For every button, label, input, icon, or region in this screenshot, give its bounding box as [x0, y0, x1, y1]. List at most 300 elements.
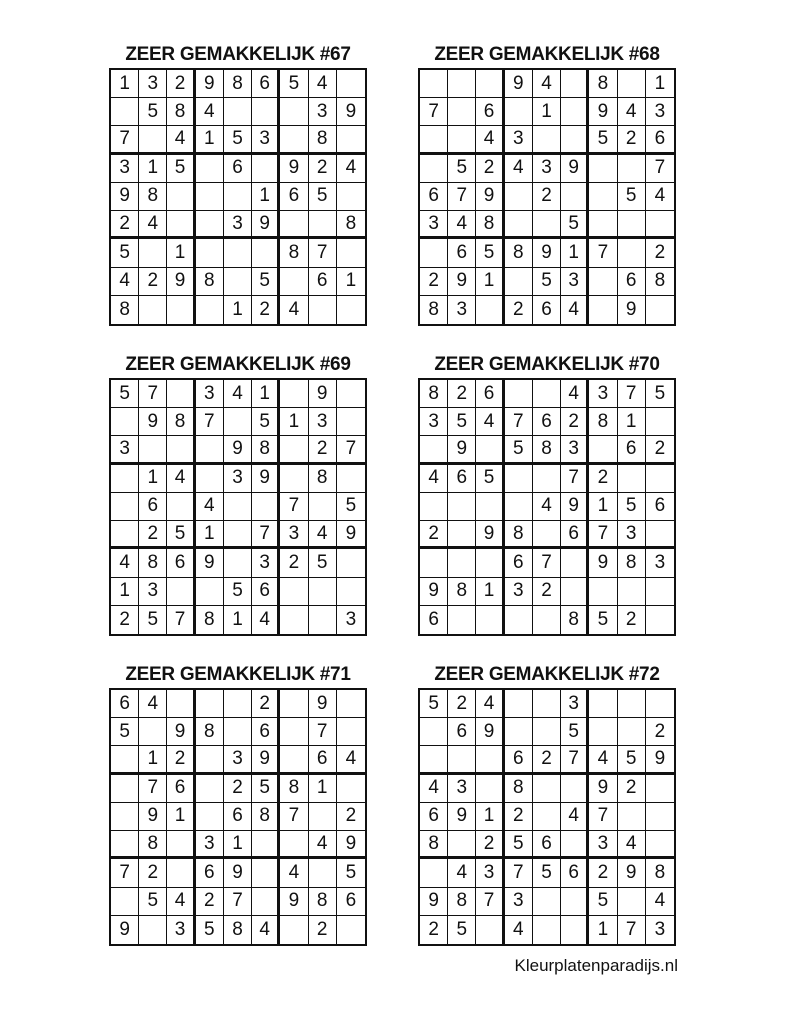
sudoku-cell: 8 — [196, 606, 224, 634]
sudoku-cell: 6 — [337, 888, 365, 916]
sudoku-cell: 9 — [139, 408, 167, 436]
sudoku-cell: 4 — [646, 183, 674, 211]
sudoku-cell: 8 — [589, 70, 617, 98]
sudoku-cell: 8 — [337, 211, 365, 239]
sudoku-cell — [646, 408, 674, 436]
sudoku-cell: 9 — [420, 578, 448, 606]
sudoku-cell: 7 — [589, 239, 617, 267]
puzzle-title: ZEER GEMAKKELIJK #70 — [434, 354, 660, 375]
sudoku-cell — [448, 521, 476, 549]
sudoku-cell: 9 — [448, 268, 476, 296]
sudoku-cell: 5 — [167, 155, 195, 183]
sudoku-cell — [618, 888, 646, 916]
sudoku-cell: 9 — [224, 436, 252, 464]
sudoku-cell: 5 — [589, 888, 617, 916]
sudoku-cell: 3 — [196, 380, 224, 408]
sudoku-cell — [476, 436, 504, 464]
sudoku-cell — [589, 155, 617, 183]
sudoku-cell: 5 — [309, 549, 337, 577]
sudoku-cell — [252, 239, 280, 267]
sudoku-cell: 8 — [280, 239, 308, 267]
sudoku-cell — [111, 408, 139, 436]
sudoku-cell: 9 — [561, 155, 589, 183]
sudoku-cell: 5 — [448, 155, 476, 183]
sudoku-cell — [337, 70, 365, 98]
sudoku-cell: 3 — [476, 859, 504, 887]
sudoku-cell — [561, 98, 589, 126]
sudoku-cell: 6 — [505, 549, 533, 577]
sudoku-cell: 9 — [448, 803, 476, 831]
sudoku-cell: 6 — [224, 803, 252, 831]
sudoku-cell — [111, 493, 139, 521]
sudoku-cell: 8 — [420, 380, 448, 408]
sudoku-cell: 4 — [196, 493, 224, 521]
sudoku-cell: 3 — [345, 608, 357, 630]
sudoku-cell: 8 — [111, 296, 139, 324]
sudoku-cell: 4 — [618, 831, 646, 859]
sudoku-cell: 6 — [533, 408, 561, 436]
sudoku-cell: 9 — [280, 888, 308, 916]
sudoku-cell: 5 — [505, 436, 533, 464]
sudoku-cell: 1 — [252, 380, 280, 408]
sudoku-cell — [420, 493, 448, 521]
sudoku-cell: 7 — [167, 606, 195, 634]
sudoku-cell: 6 — [448, 239, 476, 267]
sudoku-cell: 7 — [280, 803, 308, 831]
sudoku-cell — [505, 465, 533, 493]
sudoku-cell — [420, 436, 448, 464]
sudoku-cell: 7 — [448, 183, 476, 211]
sudoku-cell: 2 — [589, 465, 617, 493]
sudoku-cell: 3 — [589, 380, 617, 408]
sudoku-cell: 8 — [618, 549, 646, 577]
sudoku-cell: 8 — [280, 775, 308, 803]
puzzle-title: ZEER GEMAKKELIJK #72 — [434, 664, 660, 685]
sudoku-cell: 3 — [589, 831, 617, 859]
sudoku-cell: 9 — [337, 98, 365, 126]
sudoku-cell: 6 — [533, 831, 561, 859]
sudoku-cell: 5 — [224, 578, 252, 606]
sudoku-cell: 5 — [337, 493, 365, 521]
sudoku-cell: 6 — [252, 578, 280, 606]
sudoku-cell: 1 — [167, 239, 195, 267]
sudoku-cell: 5 — [420, 690, 448, 718]
sudoku-cell: 2 — [111, 211, 139, 239]
sudoku-cell — [420, 70, 448, 98]
sudoku-cell: 3 — [420, 408, 448, 436]
sudoku-cell — [533, 775, 561, 803]
sudoku-cell — [618, 70, 646, 98]
sudoku-cell: 9 — [505, 70, 533, 98]
sudoku-cell — [309, 578, 337, 606]
sudoku-cell — [196, 155, 224, 183]
sudoku-cell — [167, 831, 195, 859]
sudoku-cell: 8 — [448, 888, 476, 916]
sudoku-cell: 4 — [476, 408, 504, 436]
sudoku-cell: 6 — [252, 70, 280, 98]
sudoku-cell: 7 — [618, 380, 646, 408]
sudoku-cell: 4 — [309, 831, 337, 859]
sudoku-cell — [533, 465, 561, 493]
sudoku-cell: 9 — [280, 155, 308, 183]
sudoku-cell — [420, 126, 448, 154]
sudoku-cell: 9 — [111, 183, 139, 211]
sudoku-cell — [196, 183, 224, 211]
sudoku-cell: 6 — [618, 268, 646, 296]
sudoku-cell: 3 — [252, 549, 280, 577]
sudoku-cell — [280, 606, 308, 634]
sudoku-cell — [139, 239, 167, 267]
sudoku-cell — [252, 859, 280, 887]
sudoku-cell — [111, 831, 139, 859]
sudoku-cell: 7 — [476, 888, 504, 916]
sudoku-cell: 9 — [139, 803, 167, 831]
sudoku-cell: 7 — [589, 803, 617, 831]
sudoku-cell: 6 — [420, 183, 448, 211]
sudoku-cell: 7 — [139, 775, 167, 803]
sudoku-cell: 3 — [505, 888, 533, 916]
sudoku-cell: 8 — [420, 831, 448, 859]
sudoku-cell: 4 — [167, 465, 195, 493]
sudoku-cell — [280, 746, 308, 774]
sudoku-cell: 4 — [561, 296, 589, 324]
sudoku-cell — [505, 98, 533, 126]
sudoku-cell: 2 — [252, 296, 280, 324]
sudoku-cell: 6 — [309, 268, 337, 296]
sudoku-cell — [139, 296, 167, 324]
sudoku-cell — [139, 718, 167, 746]
sudoku-cell: 6 — [167, 549, 195, 577]
sudoku-cell: 5 — [589, 606, 617, 634]
sudoku-cell: 4 — [505, 916, 533, 944]
sudoku-cell — [533, 718, 561, 746]
sudoku-cell — [533, 380, 561, 408]
sudoku-cell — [167, 436, 195, 464]
sudoku-cell — [533, 606, 561, 634]
sudoku-cell: 8 — [646, 859, 674, 887]
sudoku-cell — [533, 521, 561, 549]
sudoku-cell — [448, 831, 476, 859]
sudoku-cell: 6 — [139, 493, 167, 521]
sudoku-cell — [589, 718, 617, 746]
sudoku-cell: 5 — [252, 408, 280, 436]
sudoku-cell — [224, 268, 252, 296]
sudoku-cell — [589, 296, 617, 324]
sudoku-cell: 2 — [280, 549, 308, 577]
sudoku-cell — [224, 493, 252, 521]
sudoku-cell: 4 — [309, 521, 337, 549]
sudoku-cell — [224, 718, 252, 746]
sudoku-cell — [505, 606, 533, 634]
sudoku-cell — [448, 98, 476, 126]
sudoku-cell: 2 — [618, 606, 646, 634]
sudoku-cell: 4 — [533, 70, 561, 98]
sudoku-cell — [309, 859, 337, 887]
sudoku-cell: 7 — [111, 126, 139, 154]
sudoku-cell: 1 — [646, 70, 674, 98]
sudoku-cell: 9 — [618, 859, 646, 887]
sudoku-cell — [618, 211, 646, 239]
sudoku-cell — [646, 465, 674, 493]
sudoku-cell: 7 — [196, 408, 224, 436]
sudoku-cell: 9 — [589, 775, 617, 803]
sudoku-cell: 1 — [309, 775, 337, 803]
sudoku-cell: 8 — [309, 888, 337, 916]
sudoku-cell: 9 — [224, 859, 252, 887]
sudoku-cell: 6 — [280, 183, 308, 211]
sudoku-cell: 3 — [505, 578, 533, 606]
sudoku-cell: 2 — [309, 916, 337, 944]
sudoku-cell: 1 — [476, 268, 504, 296]
sudoku-cell — [476, 606, 504, 634]
sudoku-cell — [280, 578, 308, 606]
sudoku-cell: 2 — [561, 408, 589, 436]
sudoku-cell: 1 — [337, 268, 365, 296]
sudoku-cell — [280, 718, 308, 746]
sudoku-cell: 8 — [476, 211, 504, 239]
sudoku-cell: 5 — [139, 888, 167, 916]
sudoku-cell: 9 — [589, 98, 617, 126]
sudoku-cell: 8 — [505, 521, 533, 549]
sudoku-cell: 4 — [337, 746, 365, 774]
sudoku-cell: 5 — [618, 493, 646, 521]
sudoku-cell — [646, 690, 674, 718]
sudoku-cell — [561, 549, 589, 577]
sudoku-grid — [109, 68, 367, 326]
sudoku-cell — [589, 690, 617, 718]
sudoku-cell: 2 — [420, 268, 448, 296]
sudoku-cell: 2 — [618, 126, 646, 154]
sudoku-cell: 1 — [224, 831, 252, 859]
sudoku-cell — [533, 803, 561, 831]
sudoku-cell: 8 — [224, 70, 252, 98]
sudoku-cell: 4 — [224, 380, 252, 408]
sudoku-cell: 9 — [337, 831, 365, 859]
sudoku-cell: 8 — [420, 296, 448, 324]
sudoku-cell: 6 — [224, 155, 252, 183]
sudoku-cell — [224, 408, 252, 436]
sudoku-cell — [280, 380, 308, 408]
sudoku-cell: 8 — [505, 775, 533, 803]
sudoku-cell — [646, 831, 674, 859]
sudoku-cell — [167, 296, 195, 324]
sudoku-cell: 3 — [420, 211, 448, 239]
sudoku-cell — [111, 98, 139, 126]
sudoku-cell — [561, 70, 589, 98]
site-credit: Kleurplatenparadijs.nl — [514, 956, 678, 975]
sudoku-cell: 4 — [252, 606, 280, 634]
sudoku-cell: 8 — [309, 126, 337, 154]
sudoku-cell — [618, 465, 646, 493]
sudoku-cell — [505, 183, 533, 211]
sudoku-cell: 3 — [139, 578, 167, 606]
sudoku-cell — [533, 211, 561, 239]
sudoku-cell: 8 — [309, 465, 337, 493]
sudoku-cell — [280, 98, 308, 126]
sudoku-cell: 3 — [280, 521, 308, 549]
sudoku-cell: 5 — [280, 70, 308, 98]
sudoku-cell: 9 — [476, 521, 504, 549]
sudoku-cell: 7 — [505, 859, 533, 887]
sudoku-cell: 8 — [252, 436, 280, 464]
sudoku-cell — [420, 859, 448, 887]
sudoku-cell — [111, 746, 139, 774]
sudoku-cell — [196, 775, 224, 803]
sudoku-cell — [448, 70, 476, 98]
sudoku-cell: 6 — [561, 521, 589, 549]
sudoku-cell — [196, 803, 224, 831]
sudoku-cell — [252, 98, 280, 126]
sudoku-cell — [196, 211, 224, 239]
sudoku-cell: 5 — [448, 916, 476, 944]
sudoku-cell: 2 — [533, 578, 561, 606]
sudoku-cell — [337, 465, 365, 493]
sudoku-cell — [309, 493, 337, 521]
sudoku-cell — [420, 718, 448, 746]
sudoku-cell — [337, 718, 365, 746]
sudoku-cell — [505, 380, 533, 408]
sudoku-cell: 9 — [337, 521, 365, 549]
sudoku-cell: 8 — [448, 578, 476, 606]
sudoku-cell: 7 — [111, 859, 139, 887]
sudoku-cell — [646, 775, 674, 803]
sudoku-cell: 2 — [533, 746, 561, 774]
sudoku-cell: 3 — [224, 746, 252, 774]
sudoku-cell — [476, 549, 504, 577]
sudoku-cell: 9 — [196, 70, 224, 98]
sudoku-cell: 3 — [561, 690, 589, 718]
sudoku-cell: 3 — [139, 70, 167, 98]
sudoku-cell: 9 — [167, 268, 195, 296]
sudoku-cell — [476, 296, 504, 324]
sudoku-cell: 5 — [561, 211, 589, 239]
sudoku-cell: 7 — [618, 916, 646, 944]
sudoku-cell: 7 — [505, 408, 533, 436]
sudoku-cell — [337, 239, 365, 267]
sudoku-cell: 5 — [533, 859, 561, 887]
sudoku-cell: 2 — [309, 436, 337, 464]
sudoku-cell: 9 — [646, 746, 674, 774]
sudoku-cell: 9 — [252, 211, 280, 239]
sudoku-cell: 2 — [337, 803, 365, 831]
sudoku-cell — [448, 126, 476, 154]
sudoku-cell: 8 — [589, 408, 617, 436]
sudoku-cell — [505, 268, 533, 296]
sudoku-cell: 5 — [111, 380, 139, 408]
sudoku-cell: 5 — [646, 380, 674, 408]
sudoku-cell: 6 — [646, 493, 674, 521]
sudoku-cell — [589, 268, 617, 296]
sudoku-cell: 8 — [139, 183, 167, 211]
sudoku-cell: 7 — [139, 380, 167, 408]
sudoku-cell: 7 — [420, 98, 448, 126]
sudoku-cell: 9 — [533, 239, 561, 267]
sudoku-grid — [109, 688, 367, 946]
sudoku-cell: 7 — [646, 155, 674, 183]
sudoku-cell — [337, 775, 365, 803]
sudoku-cell: 4 — [448, 211, 476, 239]
sudoku-cell: 7 — [309, 718, 337, 746]
sudoku-cell — [618, 690, 646, 718]
sudoku-cell — [139, 916, 167, 944]
sudoku-cell — [224, 521, 252, 549]
sudoku-cell — [646, 521, 674, 549]
sudoku-cell: 8 — [167, 408, 195, 436]
sudoku-cell — [224, 690, 252, 718]
sudoku-cell: 4 — [111, 549, 139, 577]
sudoku-cell: 3 — [646, 549, 674, 577]
sudoku-cell: 4 — [252, 916, 280, 944]
sudoku-cell: 2 — [139, 521, 167, 549]
sudoku-cell — [476, 916, 504, 944]
sudoku-cell: 3 — [196, 831, 224, 859]
sudoku-cell: 5 — [448, 408, 476, 436]
sudoku-cell: 4 — [476, 690, 504, 718]
sudoku-cell — [224, 98, 252, 126]
sudoku-cell: 3 — [448, 296, 476, 324]
sudoku-cell: 2 — [448, 380, 476, 408]
sudoku-cell — [561, 775, 589, 803]
sudoku-cell: 4 — [111, 268, 139, 296]
sudoku-cell: 2 — [420, 521, 448, 549]
sudoku-cell: 3 — [167, 916, 195, 944]
sudoku-cell — [309, 296, 337, 324]
sudoku-cell: 5 — [139, 606, 167, 634]
sudoku-cell: 4 — [646, 888, 674, 916]
sudoku-cell: 6 — [420, 803, 448, 831]
sudoku-cell: 1 — [139, 155, 167, 183]
sudoku-cell — [252, 888, 280, 916]
puzzle-title: ZEER GEMAKKELIJK #67 — [125, 44, 351, 65]
sudoku-cell — [337, 183, 365, 211]
sudoku-cell: 6 — [476, 380, 504, 408]
sudoku-cell — [111, 888, 139, 916]
sudoku-cell — [646, 803, 674, 831]
sudoku-cell: 1 — [196, 126, 224, 154]
sudoku-cell: 9 — [561, 493, 589, 521]
sudoku-cell: 7 — [561, 746, 589, 774]
sudoku-cell: 4 — [533, 493, 561, 521]
sudoku-cell: 5 — [589, 126, 617, 154]
sudoku-cell: 1 — [476, 578, 504, 606]
sudoku-cell: 4 — [167, 126, 195, 154]
sudoku-cell: 1 — [224, 296, 252, 324]
sudoku-cell — [280, 690, 308, 718]
sudoku-cell: 1 — [589, 916, 617, 944]
sudoku-cell: 2 — [309, 155, 337, 183]
sudoku-cell: 2 — [646, 436, 674, 464]
sudoku-cell: 6 — [309, 746, 337, 774]
sudoku-cell: 9 — [476, 718, 504, 746]
sudoku-cell — [448, 549, 476, 577]
sudoku-cell — [505, 493, 533, 521]
sudoku-cell: 3 — [309, 408, 337, 436]
sudoku-cell — [533, 690, 561, 718]
sudoku-cell — [420, 239, 448, 267]
sudoku-cell — [646, 578, 674, 606]
sudoku-cell: 6 — [476, 98, 504, 126]
sudoku-cell: 5 — [139, 98, 167, 126]
sudoku-cell: 5 — [618, 746, 646, 774]
sudoku-cell — [448, 493, 476, 521]
sudoku-cell: 2 — [476, 155, 504, 183]
sudoku-cell — [224, 183, 252, 211]
sudoku-cell — [139, 126, 167, 154]
sudoku-cell: 8 — [252, 803, 280, 831]
sudoku-cell — [646, 211, 674, 239]
sudoku-cell: 3 — [561, 436, 589, 464]
sudoku-cell: 3 — [654, 918, 666, 940]
